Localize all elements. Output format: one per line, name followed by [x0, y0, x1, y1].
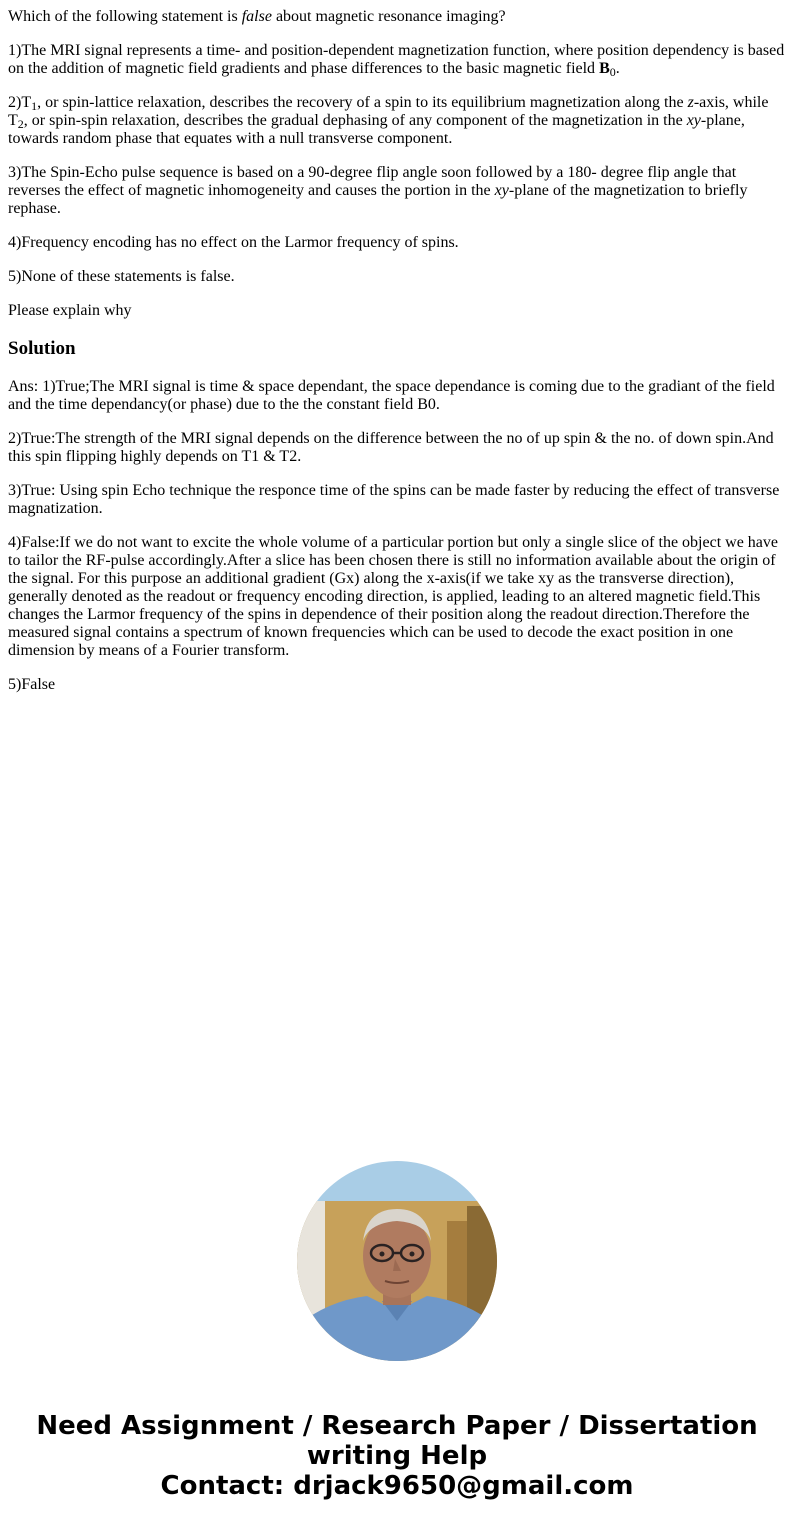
banner-line-1: Need Assignment / Research Paper / Dissertation [36, 1411, 758, 1441]
option-2: $2)T_1$, or spin-lattice relaxation, describes the recovery of a spin to its equilibrium magnetization along the z-axis, while $T_2$, or spin-spin relaxation, describes the gradual dephasing of any component of the magnetization in the xy-plane, towards random phase that equates with a null transverse component. [8, 94, 769, 147]
answer-5: 5)False [8, 676, 56, 693]
banner-contact: Contact: drjack9650@gmail.com [160, 1471, 634, 1501]
answer-1: Ans: 1)True;The MRI signal is time & space dependant, the space dependance is coming due to the gradiant of the field and the time dependancy(or phase) due to the the constant field B0. [8, 378, 775, 413]
option-4: 4)Frequency encoding has no effect on the Larmor frequency of spins. [8, 234, 459, 251]
solution-heading: Solution [8, 338, 76, 359]
option-1: 1)The MRI signal represents a time- and position-dependent magnetization function, where position dependency is based on the addition of magnetic field gradients and phase differences to the basic magnetic field $B_0$. [8, 42, 785, 79]
explain-request: Please explain why [8, 302, 132, 319]
avatar-portrait-icon [297, 1161, 497, 1361]
banner-line-2: writing Help [306, 1441, 488, 1471]
option-5: 5)None of these statements is false. [8, 268, 235, 285]
emphasis-false: false [241, 8, 272, 25]
answer-3: 3)True: Using spin Echo technique the responce time of the spins can be made faster by reducing the effect of transverse magnatization. [8, 482, 780, 517]
document-body [0, 8, 794, 694]
answer-2: 2)True:The strength of the MRI signal depends on the difference between the no of up spin & the no. of down spin.And this spin flipping highly depends on T1 & T2. [8, 430, 774, 465]
promo-banner [0, 1411, 794, 1501]
option-3: 3)The Spin-Echo pulse sequence is based on a 90-degree flip angle soon followed by a 180- degree flip angle that reverses the effect of magnetic inhomogeneity and causes the portion in the xy-plane of the magnetization to briefly rephase. [8, 164, 748, 217]
question-intro: Which of the following statement is false about magnetic resonance imaging? [8, 8, 506, 25]
answer-4: 4)False:If we do not want to excite the whole volume of a particular portion but only a single slice of the object we have to tailor the RF-pulse accordingly.After a slice has been chosen there is still no information available about the origin of the signal. For this purpose an additional gradient (Gx) along the x-axis(if we take xy as the transverse direction), generally denoted as the readout or frequency encoding direction, is applied, leading to an altered magnetic field.This changes the Larmor frequency of the spins in dependence of their position along the readout direction.Therefore the measured signal contains a spectrum of known frequencies which can be used to decode the exact position in one dimension by means of a Fourier transform. [8, 534, 778, 659]
field-symbol: B [599, 60, 610, 77]
avatar [297, 1161, 497, 1361]
